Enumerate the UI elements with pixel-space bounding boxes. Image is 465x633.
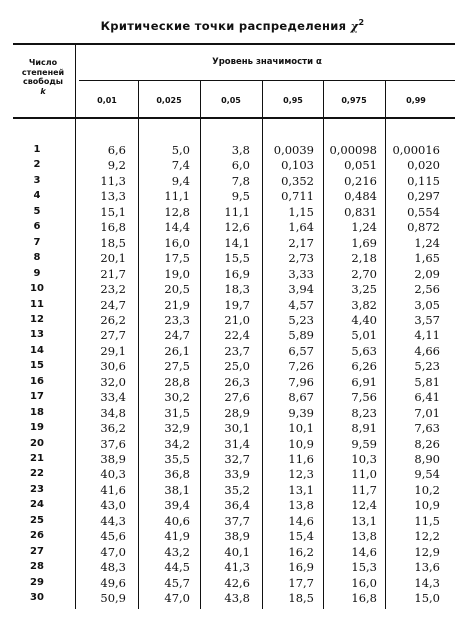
critical-value-cell: 21,0 [224, 312, 250, 327]
critical-value-cell: 20,5 [164, 282, 190, 297]
critical-value-cell: 4,11 [414, 328, 440, 343]
critical-value-cell: 0,00098 [329, 143, 377, 157]
critical-value-cell: 16,9 [224, 266, 250, 281]
critical-value-cell: 15,3 [351, 560, 377, 575]
critical-value-cell: 9,39 [288, 405, 314, 420]
table-row [0, 467, 465, 482]
critical-value-cell: 4,40 [351, 312, 377, 327]
table-row [0, 545, 465, 560]
critical-value-cell: 0,115 [407, 173, 440, 188]
critical-value-cell: 28,9 [224, 405, 250, 420]
table-row [0, 298, 465, 313]
critical-value-cell: 4,57 [288, 297, 314, 312]
critical-value-cell: 5,89 [288, 328, 314, 343]
critical-value-cell: 27,5 [164, 359, 190, 374]
critical-value-cell: 0,554 [407, 204, 440, 219]
header-left-line: степеней [21, 67, 65, 77]
critical-value-cell: 0,216 [344, 173, 377, 188]
degrees-of-freedom-cell: 12 [30, 313, 44, 325]
critical-value-cell: 41,6 [100, 482, 126, 497]
critical-value-cell: 6,26 [351, 359, 377, 374]
critical-value-cell: 32,0 [100, 374, 126, 389]
table-row [0, 560, 465, 575]
critical-value-cell: 2,09 [414, 266, 440, 281]
table-row [0, 529, 465, 544]
critical-value-cell: 0,484 [344, 189, 377, 204]
critical-value-cell: 10,1 [288, 421, 314, 436]
critical-value-cell: 13,1 [351, 513, 377, 528]
critical-value-cell: 42,6 [224, 575, 250, 590]
critical-value-cell: 3,25 [351, 282, 377, 297]
critical-value-cell: 0,020 [407, 158, 440, 173]
critical-value-cell: 26,3 [224, 374, 250, 389]
critical-value-cell: 10,3 [351, 452, 377, 466]
critical-value-cell: 18,5 [288, 591, 314, 606]
critical-value-cell: 8,90 [414, 452, 440, 466]
critical-value-cell: 7,96 [288, 374, 314, 389]
critical-value-cell: 12,8 [164, 204, 190, 219]
degrees-of-freedom-cell: 8 [33, 252, 41, 264]
critical-value-cell: 45,6 [100, 529, 126, 544]
critical-value-cell: 1,15 [288, 204, 314, 219]
table-row [0, 313, 465, 328]
table-row [0, 591, 465, 606]
critical-value-cell: 0,051 [344, 158, 377, 173]
alpha-header: 0,025 [156, 96, 182, 105]
critical-value-cell: 15,1 [100, 204, 126, 219]
critical-value-cell: 26,1 [164, 343, 190, 358]
critical-value-cell: 0,297 [407, 189, 440, 204]
degrees-of-freedom-cell: 3 [33, 174, 41, 186]
critical-value-cell: 47,0 [100, 544, 126, 559]
critical-value-cell: 14,3 [414, 575, 440, 590]
critical-value-cell: 21,9 [164, 297, 190, 312]
critical-value-cell: 1,24 [414, 235, 440, 250]
critical-value-cell: 36,2 [100, 421, 126, 436]
table-row [0, 251, 465, 266]
critical-value-cell: 8,67 [288, 390, 314, 405]
critical-value-cell: 11,5 [414, 513, 440, 528]
critical-value-cell: 30,1 [224, 421, 250, 436]
table-row [0, 375, 465, 390]
table-row [0, 437, 465, 452]
title-symbol: χ [350, 18, 359, 33]
critical-value-cell: 13,8 [288, 498, 314, 513]
degrees-of-freedom-cell: 19 [30, 422, 44, 434]
critical-value-cell: 32,7 [224, 452, 250, 466]
critical-value-cell: 11,3 [100, 173, 126, 188]
critical-value-cell: 34,8 [100, 405, 126, 420]
degrees-of-freedom-cell: 5 [33, 205, 41, 217]
critical-value-cell: 7,63 [414, 421, 440, 436]
degrees-of-freedom-cell: 9 [33, 267, 41, 279]
critical-value-cell: 7,56 [351, 390, 377, 405]
critical-value-cell: 10,2 [414, 482, 440, 497]
alpha-header: 0,01 [97, 96, 117, 105]
critical-value-cell: 29,1 [100, 343, 126, 358]
critical-value-cell: 7,01 [414, 405, 440, 420]
critical-value-cell: 39,4 [164, 498, 190, 513]
table-row [0, 498, 465, 513]
critical-value-cell: 9,4 [171, 173, 190, 188]
critical-value-cell: 10,9 [414, 498, 440, 513]
table-row [0, 143, 465, 158]
critical-value-cell: 45,7 [164, 575, 190, 590]
table-row [0, 174, 465, 189]
critical-value-cell: 1,24 [351, 220, 377, 235]
critical-value-cell: 11,6 [288, 452, 314, 466]
critical-value-cell: 16,8 [100, 220, 126, 235]
degrees-of-freedom-cell: 2 [33, 159, 41, 171]
degrees-of-freedom-cell: 30 [30, 592, 44, 604]
critical-value-cell: 38,1 [164, 482, 190, 497]
critical-value-cell: 38,9 [100, 452, 126, 466]
critical-value-cell: 47,0 [164, 591, 190, 606]
table-row [0, 189, 465, 204]
critical-value-cell: 21,7 [100, 266, 126, 281]
degrees-of-freedom-cell: 26 [30, 530, 44, 542]
critical-value-cell: 36,4 [224, 498, 250, 513]
degrees-of-freedom-cell: 28 [30, 561, 44, 573]
critical-value-cell: 11,1 [224, 204, 250, 219]
critical-value-cell: 44,5 [164, 560, 190, 575]
critical-value-cell: 27,7 [100, 328, 126, 343]
degrees-of-freedom-cell: 20 [30, 437, 44, 449]
critical-value-cell: 18,3 [224, 282, 250, 297]
critical-value-cell: 40,1 [224, 544, 250, 559]
degrees-of-freedom-cell: 16 [30, 375, 44, 387]
critical-value-cell: 34,2 [164, 436, 190, 451]
critical-value-cell: 14,4 [164, 220, 190, 235]
critical-value-cell: 17,7 [288, 575, 314, 590]
critical-value-cell: 48,3 [100, 560, 126, 575]
degrees-of-freedom-cell: 17 [30, 391, 44, 403]
critical-value-cell: 2,70 [351, 266, 377, 281]
table-row [0, 406, 465, 421]
critical-value-cell: 27,6 [224, 390, 250, 405]
degrees-of-freedom-cell: 22 [30, 468, 44, 480]
critical-value-cell: 13,3 [100, 189, 126, 204]
critical-value-cell: 1,65 [414, 251, 440, 266]
critical-value-cell: 6,0 [231, 158, 250, 173]
critical-value-cell: 3,82 [351, 297, 377, 312]
critical-value-cell: 24,7 [164, 328, 190, 343]
critical-value-cell: 0,103 [281, 158, 314, 173]
critical-value-cell: 31,4 [224, 436, 250, 451]
critical-value-cell: 16,0 [164, 235, 190, 250]
critical-value-cell: 31,5 [164, 405, 190, 420]
critical-value-cell: 1,69 [351, 235, 377, 250]
critical-value-cell: 44,3 [100, 513, 126, 528]
degrees-of-freedom-cell: 10 [30, 283, 44, 295]
critical-value-cell: 4,66 [414, 343, 440, 358]
critical-value-cell: 33,9 [224, 467, 250, 482]
critical-value-cell: 0,00016 [392, 143, 440, 157]
critical-value-cell: 20,1 [100, 251, 126, 266]
table-row [0, 328, 465, 343]
table-row [0, 421, 465, 436]
table-row [0, 390, 465, 405]
critical-value-cell: 8,23 [351, 405, 377, 420]
table-row [0, 514, 465, 529]
degrees-of-freedom-cell: 15 [30, 360, 44, 372]
critical-value-cell: 5,81 [414, 374, 440, 389]
critical-value-cell: 8,26 [414, 436, 440, 451]
title-text: Критические точки распределения [100, 18, 347, 33]
critical-value-cell: 40,3 [100, 467, 126, 482]
critical-value-cell: 11,0 [351, 467, 377, 482]
critical-value-cell: 9,54 [414, 467, 440, 482]
critical-value-cell: 19,7 [224, 297, 250, 312]
degrees-of-freedom-cell: 11 [30, 298, 44, 310]
critical-value-cell: 30,6 [100, 359, 126, 374]
degrees-of-freedom-cell: 23 [30, 483, 44, 495]
critical-value-cell: 26,2 [100, 312, 126, 327]
critical-value-cell: 35,2 [224, 482, 250, 497]
critical-value-cell: 11,7 [351, 482, 377, 497]
critical-value-cell: 50,9 [100, 591, 126, 606]
critical-value-cell: 16,2 [288, 544, 314, 559]
header-left-line: свободы [22, 77, 64, 86]
critical-value-cell: 30,2 [164, 390, 190, 405]
critical-value-cell: 49,6 [100, 575, 126, 590]
critical-value-cell: 13,8 [351, 529, 377, 544]
table-row [0, 344, 465, 359]
critical-value-cell: 16,0 [351, 575, 377, 590]
critical-value-cell: 43,2 [164, 544, 190, 559]
table-row [0, 282, 465, 297]
critical-value-cell: 32,9 [164, 421, 190, 436]
critical-value-cell: 33,4 [100, 390, 126, 405]
alpha-header: 0,95 [283, 96, 303, 105]
table-row [0, 220, 465, 235]
critical-value-cell: 16,9 [288, 560, 314, 575]
critical-value-cell: 22,4 [224, 328, 250, 343]
critical-value-cell: 9,5 [231, 189, 250, 204]
critical-value-cell: 24,7 [100, 297, 126, 312]
critical-value-cell: 0,0039 [273, 143, 314, 157]
alpha-header: 0,99 [406, 96, 426, 105]
table-top-rule [13, 43, 455, 45]
critical-value-cell: 12,6 [224, 220, 250, 235]
degrees-of-freedom-cell: 4 [33, 190, 41, 202]
header-bottom-rule [13, 117, 455, 119]
critical-value-cell: 2,56 [414, 282, 440, 297]
critical-value-cell: 25,0 [224, 359, 250, 374]
table-row [0, 452, 465, 467]
header-degrees-of-freedom [13, 58, 73, 96]
degrees-of-freedom-cell: 1 [33, 144, 41, 155]
critical-value-cell: 2,18 [351, 251, 377, 266]
critical-value-cell: 5,23 [414, 359, 440, 374]
critical-value-cell: 19,0 [164, 266, 190, 281]
critical-value-cell: 12,9 [414, 544, 440, 559]
critical-value-cell: 16,8 [351, 591, 377, 606]
degrees-of-freedom-cell: 27 [30, 545, 44, 557]
critical-value-cell: 6,6 [107, 143, 126, 157]
critical-value-cell: 3,33 [288, 266, 314, 281]
critical-value-cell: 41,3 [224, 560, 250, 575]
alpha-header: 0,975 [341, 96, 367, 105]
critical-value-cell: 23,3 [164, 312, 190, 327]
critical-value-cell: 5,01 [351, 328, 377, 343]
degrees-of-freedom-cell: 21 [30, 453, 44, 464]
critical-value-cell: 28,8 [164, 374, 190, 389]
critical-value-cell: 23,7 [224, 343, 250, 358]
critical-value-cell: 3,8 [231, 143, 250, 157]
critical-value-cell: 14,6 [351, 544, 377, 559]
critical-value-cell: 37,7 [224, 513, 250, 528]
critical-value-cell: 40,6 [164, 513, 190, 528]
header-left-k: k [40, 86, 46, 96]
critical-value-cell: 3,94 [288, 282, 314, 297]
critical-value-cell: 13,6 [414, 560, 440, 575]
critical-value-cell: 17,5 [164, 251, 190, 266]
alpha-header: 0,05 [221, 96, 241, 105]
critical-value-cell: 5,0 [171, 143, 190, 157]
critical-value-cell: 7,8 [231, 173, 250, 188]
degrees-of-freedom-cell: 14 [30, 344, 44, 356]
critical-value-cell: 5,63 [351, 343, 377, 358]
header-inner-rule [79, 80, 455, 81]
critical-value-cell: 9,2 [107, 158, 126, 173]
critical-value-cell: 0,711 [281, 189, 314, 204]
critical-value-cell: 6,91 [351, 374, 377, 389]
critical-value-cell: 0,872 [407, 220, 440, 235]
critical-value-cell: 15,4 [288, 529, 314, 544]
table-row [0, 483, 465, 498]
critical-value-cell: 12,4 [351, 498, 377, 513]
degrees-of-freedom-cell: 7 [33, 236, 41, 248]
critical-value-cell: 15,0 [414, 591, 440, 606]
critical-value-cell: 0,352 [281, 173, 314, 188]
critical-value-cell: 36,8 [164, 467, 190, 482]
degrees-of-freedom-cell: 25 [30, 514, 44, 526]
critical-value-cell: 14,1 [224, 235, 250, 250]
page-title [0, 18, 465, 33]
critical-value-cell: 8,91 [351, 421, 377, 436]
table-row [0, 236, 465, 251]
critical-value-cell: 37,6 [100, 436, 126, 451]
critical-value-cell: 5,23 [288, 312, 314, 327]
critical-value-cell: 6,57 [288, 343, 314, 358]
table-row [0, 576, 465, 591]
critical-value-cell: 15,5 [224, 251, 250, 266]
critical-value-cell: 2,73 [288, 251, 314, 266]
critical-value-cell: 38,9 [224, 529, 250, 544]
table-row [0, 267, 465, 282]
critical-value-cell: 14,6 [288, 513, 314, 528]
critical-value-cell: 23,2 [100, 282, 126, 297]
degrees-of-freedom-cell: 29 [30, 576, 44, 588]
header-left-line: Число [28, 58, 58, 67]
critical-value-cell: 3,05 [414, 297, 440, 312]
title-superscript: 2 [358, 18, 365, 27]
degrees-of-freedom-cell: 13 [30, 329, 44, 341]
critical-value-cell: 43,0 [100, 498, 126, 513]
critical-value-cell: 9,59 [351, 436, 377, 451]
critical-value-cell: 41,9 [164, 529, 190, 544]
critical-value-cell: 2,17 [288, 235, 314, 250]
critical-value-cell: 1,64 [288, 220, 314, 235]
degrees-of-freedom-cell: 6 [33, 221, 41, 233]
critical-value-cell: 12,3 [288, 467, 314, 482]
critical-value-cell: 12,2 [414, 529, 440, 544]
critical-value-cell: 13,1 [288, 482, 314, 497]
table-row [0, 158, 465, 173]
critical-value-cell: 43,8 [224, 591, 250, 606]
table-row [0, 205, 465, 220]
degrees-of-freedom-cell: 24 [30, 499, 44, 511]
critical-value-cell: 10,9 [288, 436, 314, 451]
critical-value-cell: 11,1 [164, 189, 190, 204]
critical-value-cell: 3,57 [414, 312, 440, 327]
header-significance-level: Уровень значимости α [212, 57, 322, 67]
critical-value-cell: 35,5 [164, 452, 190, 466]
table-row [0, 359, 465, 374]
degrees-of-freedom-cell: 18 [30, 406, 44, 418]
critical-value-cell: 7,26 [288, 359, 314, 374]
critical-value-cell: 0,831 [344, 204, 377, 219]
critical-value-cell: 6,41 [414, 390, 440, 405]
critical-value-cell: 18,5 [100, 235, 126, 250]
critical-value-cell: 7,4 [171, 158, 190, 173]
